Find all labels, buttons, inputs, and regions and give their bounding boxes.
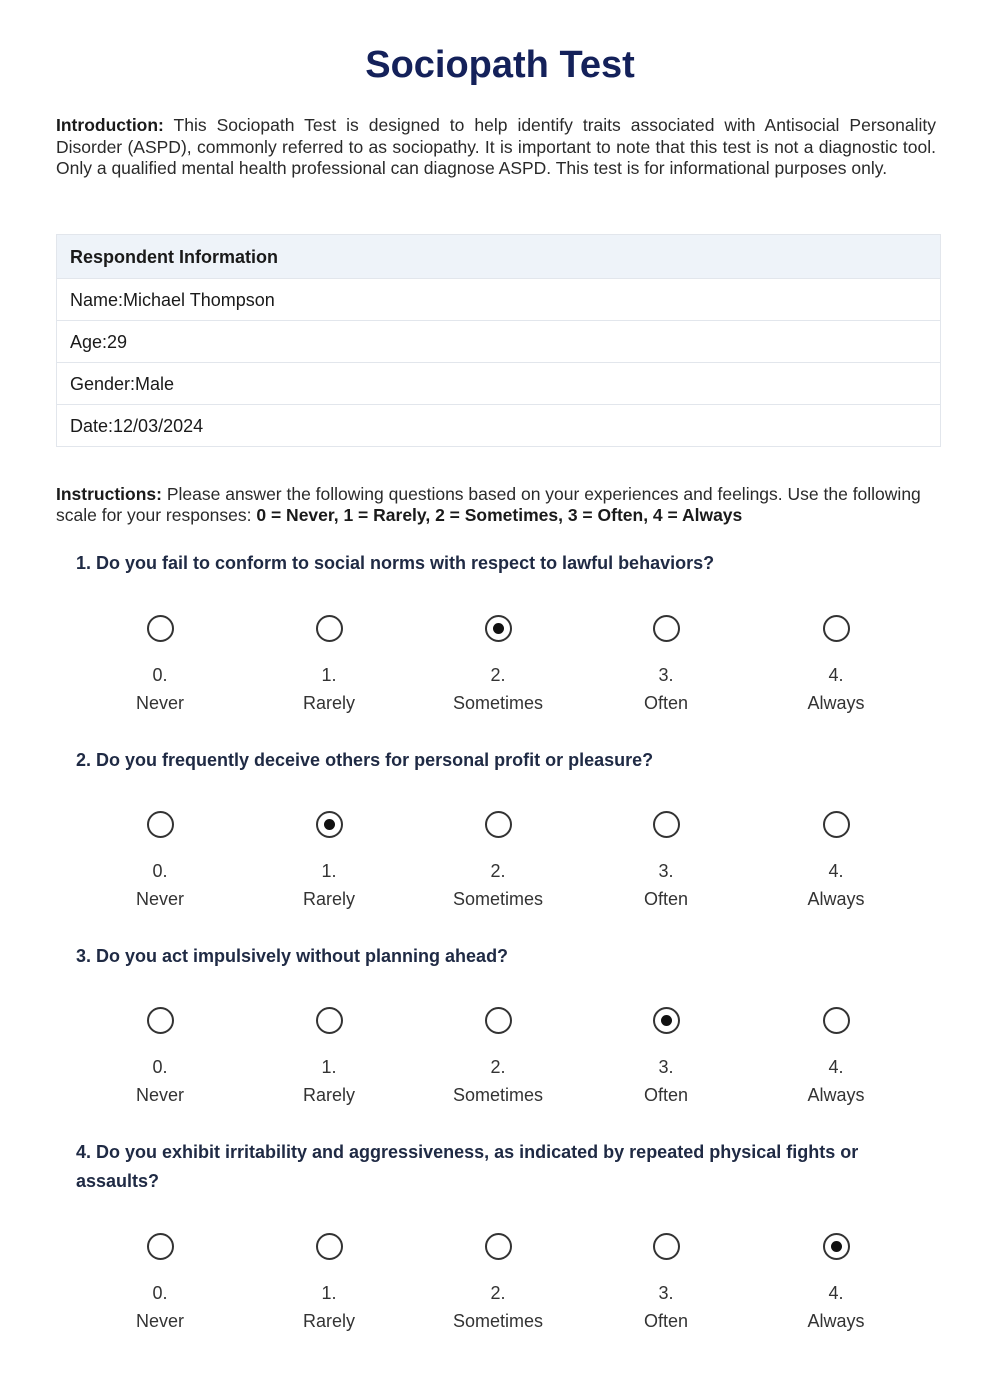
option-number: 0. [152,1283,168,1303]
question-2: 2. Do you frequently deceive others for personal profit or pleasure? [76,750,654,770]
radio-button[interactable] [653,615,680,642]
question-2-options [0,811,1000,921]
field-label: Age: [70,332,108,352]
answer-option[interactable] [80,1233,240,1332]
answer-option[interactable] [249,1007,409,1106]
radio-button[interactable] [823,615,850,642]
question-4: 4. Do you exhibit irritability and aggressiveness, as indicated by repeated physical fights or assaults? [76,1142,859,1191]
respondent-gender-value: Male [135,374,175,394]
respondent-date-value: 12/03/2024 [113,416,204,436]
option-number: 2. [490,1283,506,1303]
answer-option[interactable] [586,1233,746,1332]
option-label: Always [807,1311,865,1331]
question-1: 1. Do you fail to conform to social norms with respect to lawful behaviors? [76,553,715,573]
option-label: Never [135,693,184,713]
question-1-options [0,615,1000,725]
option-label: Rarely [302,693,355,713]
radio-selected[interactable] [485,615,512,642]
option-number: 2. [490,861,506,881]
option-label: Always [807,693,865,713]
radio-button[interactable] [316,1007,343,1034]
answer-option[interactable] [249,1233,409,1332]
option-label: Rarely [302,889,355,909]
option-number: 3. [658,861,674,881]
option-label: Always [807,889,865,909]
option-label: Often [643,889,689,909]
radio-button[interactable] [485,1007,512,1034]
radio-button[interactable] [147,1233,174,1260]
radio-button[interactable] [147,615,174,642]
option-number: 3. [658,1283,674,1303]
option-number: 0. [152,861,168,881]
introduction-text: This Sociopath Test is designed to help identify traits associated with Antisocial Personality Disorder (ASPD), commonly referred to as sociopathy. It is important to note that this test is not a diagnostic tool. Only a qualified mental health professional can diagnose ASPD. This test is for informational purposes only. [56,115,936,178]
radio-button[interactable] [485,1233,512,1260]
answer-option[interactable] [418,1007,578,1106]
field-label: Name: [70,290,124,310]
radio-button[interactable] [823,811,850,838]
field-label: Date: [70,416,114,436]
option-label: Never [135,1311,184,1331]
answer-option[interactable] [756,1233,916,1332]
option-number: 4. [828,665,844,685]
answer-option[interactable] [418,811,578,910]
radio-button[interactable] [316,615,343,642]
answer-option[interactable] [756,811,916,910]
option-label: Always [807,1085,865,1105]
option-label: Sometimes [452,1311,544,1331]
introduction-label: Introduction: [56,115,164,135]
answer-option[interactable] [586,615,746,714]
radio-selected[interactable] [653,1007,680,1034]
answer-option[interactable] [756,615,916,714]
answer-option[interactable] [249,615,409,714]
respondent-info-heading: Respondent Information [57,235,940,279]
radio-button[interactable] [653,811,680,838]
respondent-info-table [56,234,941,447]
option-number: 0. [152,1057,168,1077]
option-label: Rarely [302,1085,355,1105]
option-number: 2. [490,1057,506,1077]
radio-selected[interactable] [316,811,343,838]
radio-selected[interactable] [823,1233,850,1260]
instructions [56,484,936,525]
option-number: 0. [152,665,168,685]
respondent-gender-row [57,363,940,405]
option-number: 1. [321,1283,337,1303]
option-number: 1. [321,1057,337,1077]
answer-option[interactable] [80,1007,240,1106]
respondent-name-row [57,279,940,321]
respondent-age-value: 29 [107,332,128,352]
option-number: 3. [658,1057,674,1077]
respondent-date-row [57,405,940,446]
option-label: Often [643,1085,689,1105]
option-label: Sometimes [452,693,544,713]
option-label: Sometimes [452,889,544,909]
question-4-options [0,1233,1000,1343]
radio-button[interactable] [147,811,174,838]
option-label: Often [643,693,689,713]
answer-option[interactable] [756,1007,916,1106]
option-label: Never [135,1085,184,1105]
question-3: 3. Do you act impulsively without planning ahead? [76,946,509,966]
answer-option[interactable] [80,811,240,910]
answer-option[interactable] [586,1007,746,1106]
option-label: Often [643,1311,689,1331]
answer-option[interactable] [418,615,578,714]
question-3-options [0,1007,1000,1117]
radio-button[interactable] [823,1007,850,1034]
option-label: Sometimes [452,1085,544,1105]
instructions-text: Please answer the following questions based on your experiences and feelings. Use the following scale for your responses: [56,484,921,525]
answer-option[interactable] [418,1233,578,1332]
page-title: Sociopath Test [365,44,635,86]
option-number: 4. [828,861,844,881]
option-label: Rarely [302,1311,355,1331]
option-number: 4. [828,1283,844,1303]
answer-option[interactable] [586,811,746,910]
field-label: Gender: [70,374,136,394]
instructions-scale: 0 = Never, 1 = Rarely, 2 = Sometimes, 3 = Often, 4 = Always [256,504,743,525]
introduction [56,115,936,180]
radio-button[interactable] [316,1233,343,1260]
respondent-name-value: Michael Thompson [123,290,275,310]
option-label: Never [135,889,184,909]
option-number: 4. [828,1057,844,1077]
option-number: 2. [490,665,506,685]
answer-option[interactable] [80,615,240,714]
radio-button[interactable] [485,811,512,838]
respondent-age-row [57,321,940,363]
radio-button[interactable] [147,1007,174,1034]
option-number: 1. [321,861,337,881]
option-number: 3. [658,665,674,685]
option-number: 1. [321,665,337,685]
answer-option[interactable] [249,811,409,910]
instructions-label: Instructions: [56,484,162,504]
radio-button[interactable] [653,1233,680,1260]
